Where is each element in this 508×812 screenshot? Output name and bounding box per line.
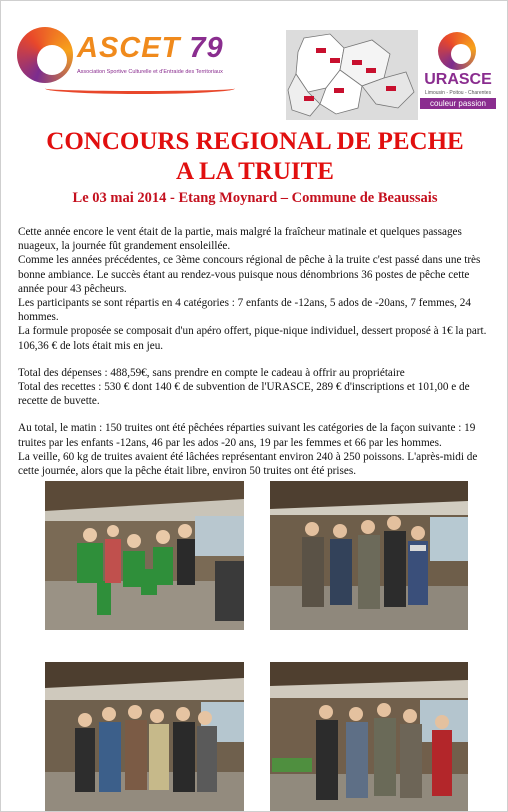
map-marker-1: [316, 48, 326, 53]
photo-teens-group: [270, 481, 468, 630]
urasce-tagline: couleur passion: [420, 98, 496, 109]
map-marker-3: [352, 60, 362, 65]
ascet-logo: [15, 27, 230, 93]
map-marker-2: [330, 58, 340, 63]
ascet-swoosh-icon: [45, 83, 235, 94]
ascet-logo-tagline: Association Sportive Culturelle et d'Entraide des Territoriaux: [77, 69, 223, 75]
paragraph-results: Au total, le matin : 150 truites ont été pêchées réparties suivant les catégories de la façon suivante : 19 truites par les enfants -12ans, 46 par les ados -20 ans, 19 par les femmes et 66 par les hommes.: [18, 422, 476, 449]
paragraph-release: La veille, 60 kg de truites avaient été lâchées représentant environ 240 à 250 poissons. L'après-midi de cette journée, alors que la pêche était libre, environ 50 truites ont été prises.: [18, 450, 478, 478]
title-line-1: CONCOURS REGIONAL DE PECHE: [46, 128, 464, 155]
ascet-sun-icon: [17, 27, 73, 83]
paragraph-formula: La formule proposée se composait d'un apéro offert, pique-nique individuel, dessert proposé à 1€ la part. 106,36 € de lots était mis en jeu.: [18, 325, 487, 352]
urasce-logo-text: URASCE: [424, 71, 492, 88]
urasce-regions: Limousin - Poitou - Charentes: [424, 90, 492, 96]
urasce-logo: [420, 30, 496, 120]
map-marker-4: [366, 68, 376, 73]
paragraph-ambiance: Comme les années précédentes, ce 3ème concours régional de pêche à la truite c'est passé dans une très bonne ambiance. Le succès étant au rendez-vous puisque nous dénombrions 36 postes de pêche cette année pour 43 pêcheurs.: [18, 254, 481, 295]
photo-men-group: [270, 662, 468, 811]
map-marker-5: [334, 88, 344, 93]
photo-children-group: [45, 481, 244, 630]
urasce-sun-icon: [438, 32, 476, 70]
paragraph-categories: Les participants se sont répartis en 4 catégories : 7 enfants de -12ans, 5 ados de -20ans, 7 femmes, 24 hommes.: [18, 297, 471, 324]
event-date-location: Le 03 mai 2014 - Etang Moynard – Commune de Beaussais: [72, 190, 438, 206]
region-map: [286, 30, 418, 120]
paragraph-expenses: Total des dépenses : 488,59€, sans prendre en compte le cadeau à offrir au propriétaire: [18, 366, 405, 379]
title-line-2: A LA TRUITE: [176, 158, 334, 185]
paragraph-receipts: Total des recettes : 530 € dont 140 € de subvention de l'URASCE, 289 € d'inscriptions et 101,00 e de recette de buvette.: [18, 381, 470, 408]
map-marker-6: [386, 86, 396, 91]
ascet-logo-text: ASCET 79: [77, 32, 224, 64]
photo-women-group: [45, 662, 244, 811]
map-marker-7: [304, 96, 314, 101]
paragraph-weather: Cette année encore le vent était de la partie, mais malgré la fraîcheur matinale et quelques passages nuageux, la journée fût grandement ensoleillée.: [18, 226, 462, 253]
region-map-graphic: [286, 30, 418, 120]
article-body: [18, 225, 498, 478]
page-title: [1, 127, 508, 187]
